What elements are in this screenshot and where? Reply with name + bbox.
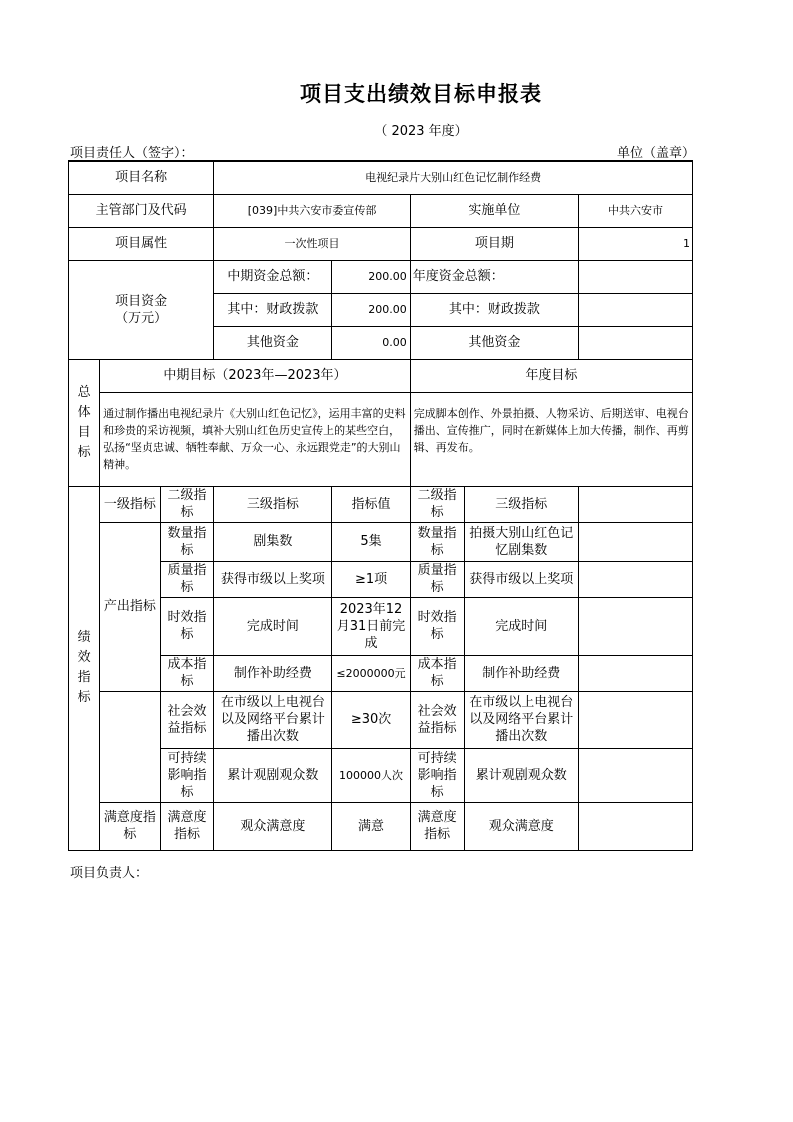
- dept-value: [039]中共六安市委宣传部: [214, 194, 410, 227]
- year-total-value: [579, 260, 693, 293]
- table-row: [69, 392, 693, 486]
- header-value: 指标值: [332, 486, 410, 522]
- level2-cell: 质量指标: [160, 561, 214, 597]
- output-indicator-label: 产出指标: [100, 522, 160, 691]
- header-level3: 三级指标: [214, 486, 332, 522]
- form-year: （ 2023 年度）: [374, 124, 468, 139]
- year-other-label: 其他资金: [410, 326, 578, 359]
- table-row: [69, 561, 693, 597]
- side-char: 目: [77, 424, 91, 440]
- year-goal-text: 完成脚本创作、外景拍摄、人物采访、后期送审、电视台播出、宣传推广，同时在新媒体上加大传播，制作、再剪辑、再发布。: [410, 392, 692, 486]
- project-name-label: 项目名称: [69, 161, 214, 194]
- side-char: 绩: [77, 630, 91, 645]
- mid-other-label: 其他资金: [214, 326, 332, 359]
- level3-cell: 观众满意度: [214, 802, 332, 850]
- level2-cell: 可持续影响指标: [160, 748, 214, 802]
- side-char: 标: [77, 444, 91, 460]
- level3b-cell: 观众满意度: [464, 802, 578, 850]
- project-period-value: 1: [579, 227, 693, 260]
- unit-seal-label: 单位（盖章）: [617, 146, 696, 161]
- level2b-cell: 成本指标: [410, 655, 464, 691]
- level3b-cell: 累计观剧观众数: [464, 748, 578, 802]
- table-row: [69, 194, 693, 227]
- project-attr-label: 项目属性: [69, 227, 214, 260]
- extra-cell: [579, 522, 693, 561]
- mid-other-value: 0.00: [332, 326, 410, 359]
- level2b-cell: 数量指标: [410, 522, 464, 561]
- extra-cell: [579, 597, 693, 655]
- value-cell: ≤2000000元: [332, 655, 410, 691]
- mid-goal-text: 通过制作播出电视纪录片《大别山红色记忆》，运用丰富的史料和珍贵的采访视频，填补大别山红色历史宣传上的某些空白，弘扬“坚贞忠诚、牺牲奉献、万众一心、永远跟党走”的大别山精神。: [100, 392, 411, 486]
- mid-fiscal-value: 200.00: [332, 293, 410, 326]
- level2-cell: 数量指标: [160, 522, 214, 561]
- year-fiscal-label: 其中：财政拨款: [410, 293, 578, 326]
- extra-cell: [579, 748, 693, 802]
- mid-goal-header: 中期目标（2023年—2023年）: [100, 359, 411, 392]
- side-char: 标: [77, 690, 91, 705]
- level2b-cell: 满意度指标: [410, 802, 464, 850]
- table-row: [69, 359, 693, 392]
- satisfaction-indicator-label: 满意度指标: [100, 802, 160, 850]
- project-period-label: 项目期: [410, 227, 578, 260]
- level2-cell: 时效指标: [160, 597, 214, 655]
- value-cell: ≥30次: [332, 691, 410, 748]
- header-level2b: 二级指标: [410, 486, 464, 522]
- table-row: [69, 802, 693, 850]
- header-extra: [579, 486, 693, 522]
- mid-total-label: 中期资金总额：: [214, 260, 332, 293]
- value-cell: 100000人次: [332, 748, 410, 802]
- header-level1: 一级指标: [100, 486, 160, 522]
- table-row: [69, 260, 693, 293]
- table-row: [69, 655, 693, 691]
- header-level2: 二级指标: [160, 486, 214, 522]
- level2b-cell: 社会效益指标: [410, 691, 464, 748]
- performance-goal-table: [68, 160, 693, 851]
- value-cell: 5集: [332, 522, 410, 561]
- level3-cell: 完成时间: [214, 597, 332, 655]
- impl-unit-value: 中共六安市: [579, 194, 693, 227]
- table-row: [69, 748, 693, 802]
- form-title: 项目支出绩效目标申报表: [300, 82, 542, 106]
- year-goal-header: 年度目标: [410, 359, 692, 392]
- level3-cell: 剧集数: [214, 522, 332, 561]
- funds-label-line2: （万元）: [115, 310, 168, 326]
- header-level3b: 三级指标: [464, 486, 578, 522]
- table-row: [69, 597, 693, 655]
- funds-label-line1: 项目资金: [115, 293, 168, 309]
- table-row: [69, 161, 693, 194]
- project-name-value: 电视纪录片大别山红色记忆制作经费: [214, 161, 693, 194]
- dept-label: 主管部门及代码: [69, 194, 214, 227]
- effect-indicator-label: [100, 691, 160, 802]
- level2-cell: 满意度指标: [160, 802, 214, 850]
- side-char: 指: [77, 670, 91, 685]
- level2b-cell: 质量指标: [410, 561, 464, 597]
- value-cell: 2023年12月31日前完成: [332, 597, 410, 655]
- value-cell: ≥1项: [332, 561, 410, 597]
- level3-cell: 在市级以上电视台以及网络平台累计播出次数: [214, 691, 332, 748]
- value-cell: 满意: [332, 802, 410, 850]
- level3b-cell: 拍摄大别山红色记忆剧集数: [464, 522, 578, 561]
- side-char: 效: [77, 650, 91, 665]
- extra-cell: [579, 802, 693, 850]
- funds-label: [69, 260, 214, 359]
- level3-cell: 制作补助经费: [214, 655, 332, 691]
- level2b-cell: 时效指标: [410, 597, 464, 655]
- overall-goal-side-label: [69, 359, 100, 486]
- year-other-value: [579, 326, 693, 359]
- year-fiscal-value: [579, 293, 693, 326]
- table-row: [69, 486, 693, 522]
- level2b-cell: 可持续影响指标: [410, 748, 464, 802]
- side-char: 体: [77, 404, 91, 420]
- level3b-cell: 在市级以上电视台以及网络平台累计播出次数: [464, 691, 578, 748]
- project-attr-value: 一次性项目: [214, 227, 410, 260]
- project-lead-label: 项目负责人：: [70, 866, 149, 881]
- table-row: [69, 691, 693, 748]
- table-row: [69, 522, 693, 561]
- level3b-cell: 获得市级以上奖项: [464, 561, 578, 597]
- level3b-cell: 制作补助经费: [464, 655, 578, 691]
- level3b-cell: 完成时间: [464, 597, 578, 655]
- mid-fiscal-label: 其中：财政拨款: [214, 293, 332, 326]
- impl-unit-label: 实施单位: [410, 194, 578, 227]
- level2-cell: 社会效益指标: [160, 691, 214, 748]
- year-total-label: 年度资金总额：: [410, 260, 578, 293]
- mid-total-value: 200.00: [332, 260, 410, 293]
- indicator-side-label: [69, 486, 100, 850]
- extra-cell: [579, 655, 693, 691]
- level3-cell: 累计观剧观众数: [214, 748, 332, 802]
- level2-cell: 成本指标: [160, 655, 214, 691]
- level3-cell: 获得市级以上奖项: [214, 561, 332, 597]
- responsible-person-label: 项目责任人（签字）：: [70, 146, 194, 161]
- table-row: [69, 227, 693, 260]
- extra-cell: [579, 561, 693, 597]
- extra-cell: [579, 691, 693, 748]
- side-char: 总: [77, 384, 91, 400]
